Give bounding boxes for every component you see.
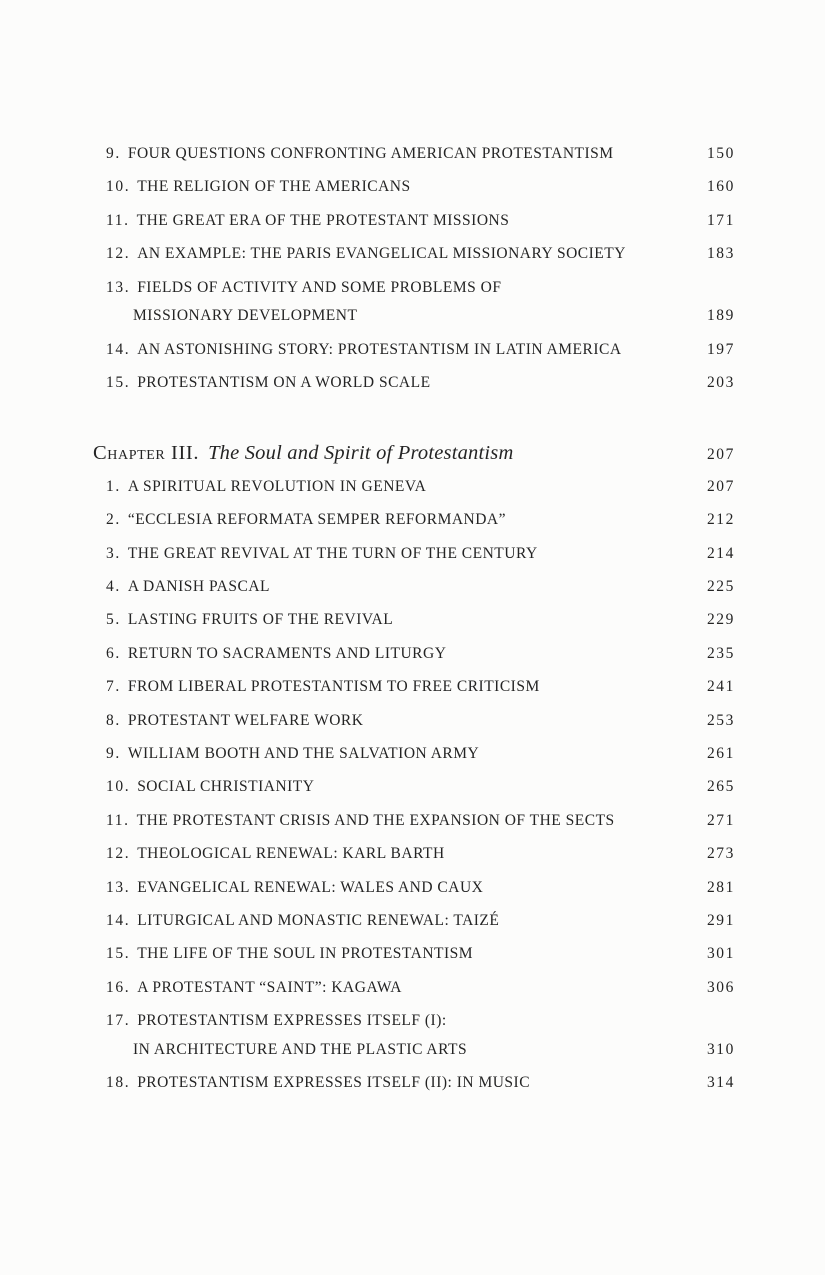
entry-page: 253: [706, 711, 735, 729]
entry-title: EVANGELICAL RENEWAL: WALES AND CAUX: [137, 878, 484, 896]
toc-entry: [106, 570, 735, 604]
entry-page: 160: [706, 178, 735, 196]
entry-page: 306: [706, 978, 735, 996]
entry-page: 212: [706, 511, 735, 529]
entry-title: THE RELIGION OF THE AMERICANS: [137, 178, 411, 196]
toc-entry: [106, 470, 735, 504]
entry-page: 203: [706, 374, 735, 391]
entry-title: THE GREAT REVIVAL AT THE TURN OF THE CENTURY: [127, 544, 538, 562]
toc-entry: [106, 937, 735, 971]
entry-page: 314: [706, 1074, 735, 1092]
toc-entry: [106, 271, 735, 300]
toc-entry: [106, 670, 735, 704]
entry-title: A PROTESTANT “SAINT”: KAGAWA: [137, 978, 403, 996]
entry-page: 291: [706, 912, 735, 929]
toc-entry: [106, 904, 735, 938]
entry-number: 4.: [106, 578, 121, 595]
toc-entry: [106, 1066, 735, 1100]
toc-entry: [106, 137, 735, 171]
entry-page: 271: [706, 811, 735, 829]
entry-title: A SPIRITUAL REVOLUTION IN GENEVA: [127, 477, 427, 495]
entry-page: 281: [706, 878, 735, 896]
entry-number: 13.: [106, 278, 131, 296]
chapter-page: 207: [706, 446, 735, 464]
entry-title: PROTESTANTISM EXPRESSES ITSELF (I):: [137, 1012, 447, 1030]
entry-number: 6.: [106, 644, 121, 662]
entry-number: 15.: [106, 374, 131, 391]
entry-title: THEOLOGICAL RENEWAL: KARL BARTH: [137, 845, 445, 863]
entry-title: AN EXAMPLE: THE PARIS EVANGELICAL MISSIONARY SOCIETY: [137, 245, 626, 263]
toc-entry: [106, 237, 735, 271]
entry-number: 16.: [106, 978, 131, 996]
entry-number: 11.: [106, 811, 130, 829]
chapter-title: The Soul and Spirit of Protestantism: [208, 442, 514, 465]
entry-page: 150: [706, 145, 735, 162]
toc-entry: [106, 871, 735, 905]
entry-page: 189: [706, 307, 735, 325]
entry-page: 171: [706, 211, 735, 229]
entry-title: AN ASTONISHING STORY: PROTESTANTISM IN LATIN AMERICA: [137, 340, 622, 358]
entry-number: 9.: [106, 145, 121, 162]
entry-number: 10.: [106, 178, 131, 196]
entry-page: 241: [706, 678, 735, 696]
entry-number: 5.: [106, 611, 121, 629]
entry-title: FROM LIBERAL PROTESTANTISM TO FREE CRITICISM: [127, 678, 540, 696]
toc-entry: [106, 704, 735, 738]
entry-title: THE GREAT ERA OF THE PROTESTANT MISSIONS: [136, 211, 510, 229]
entry-number: 14.: [106, 912, 131, 929]
toc-entry: [106, 537, 735, 571]
entry-title: THE LIFE OF THE SOUL IN PROTESTANTISM: [137, 945, 474, 963]
toc-entry-continuation: [133, 299, 735, 333]
toc-entry: [106, 837, 735, 871]
entry-page: 301: [706, 945, 735, 963]
entry-page: 261: [706, 745, 735, 762]
entry-page: 273: [706, 845, 735, 863]
entry-title: THE PROTESTANT CRISIS AND THE EXPANSION OF THE SECTS: [136, 811, 615, 829]
entry-title: PROTESTANT WELFARE WORK: [127, 711, 364, 729]
entry-number: 2.: [106, 511, 121, 529]
toc-entry: [106, 366, 735, 400]
entry-number: 1.: [106, 477, 121, 495]
chapter-label: Chapter III.: [93, 442, 200, 465]
entry-number: 12.: [106, 245, 131, 263]
entry-title: RETURN TO SACRAMENTS AND LITURGY: [127, 644, 447, 662]
entry-title: FIELDS OF ACTIVITY AND SOME PROBLEMS OF: [137, 278, 502, 296]
entry-title: LITURGICAL AND MONASTIC RENEWAL: TAIZÉ: [137, 912, 500, 929]
entry-page: 183: [706, 245, 735, 263]
toc-entry: [106, 503, 735, 537]
entry-title: FOUR QUESTIONS CONFRONTING AMERICAN PROTESTANTISM: [127, 145, 614, 162]
entry-number: 8.: [106, 711, 121, 729]
entry-number: 15.: [106, 945, 131, 963]
toc-entry: [106, 737, 735, 771]
toc-entry: [106, 770, 735, 804]
entry-page: 265: [706, 778, 735, 796]
entry-title: SOCIAL CHRISTIANITY: [137, 778, 315, 796]
entry-page: 207: [706, 477, 735, 495]
entry-number: 17.: [106, 1012, 131, 1030]
entry-number: 14.: [106, 340, 131, 358]
toc-entry: [106, 804, 735, 838]
entry-title: PROTESTANTISM ON A WORLD SCALE: [137, 374, 431, 391]
toc-entry-continuation: [133, 1033, 735, 1067]
entry-number: 7.: [106, 678, 121, 696]
toc-entry: [106, 603, 735, 637]
toc-entry: [106, 971, 735, 1005]
entry-title-continuation: MISSIONARY DEVELOPMENT: [133, 307, 358, 325]
entry-page: 310: [706, 1040, 735, 1058]
toc-entry: [106, 637, 735, 671]
entry-number: 18.: [106, 1074, 131, 1092]
toc-entry: [106, 1004, 735, 1033]
entry-title: LASTING FRUITS OF THE REVIVAL: [127, 611, 394, 629]
entry-title: “ECCLESIA REFORMATA SEMPER REFORMANDA”: [127, 511, 507, 529]
entry-page: 214: [706, 544, 735, 562]
entry-title: A DANISH PASCAL: [127, 578, 270, 595]
entry-number: 12.: [106, 845, 131, 863]
entry-number: 11.: [106, 211, 130, 229]
chapter-heading: [93, 436, 735, 470]
entry-page: 225: [706, 578, 735, 595]
entry-number: 13.: [106, 878, 131, 896]
entry-number: 9.: [106, 745, 121, 762]
entry-page: 197: [706, 340, 735, 358]
entry-title: WILLIAM BOOTH AND THE SALVATION ARMY: [127, 745, 480, 762]
toc-entry: [106, 333, 735, 367]
entry-title: PROTESTANTISM EXPRESSES ITSELF (II): IN MUSIC: [137, 1074, 531, 1092]
entry-number: 3.: [106, 544, 121, 562]
entry-page: 235: [706, 644, 735, 662]
entry-number: 10.: [106, 778, 131, 796]
toc-entry: [106, 204, 735, 238]
entry-title-continuation: IN ARCHITECTURE AND THE PLASTIC ARTS: [133, 1040, 468, 1058]
toc-entry: [106, 170, 735, 204]
entry-page: 229: [706, 611, 735, 629]
